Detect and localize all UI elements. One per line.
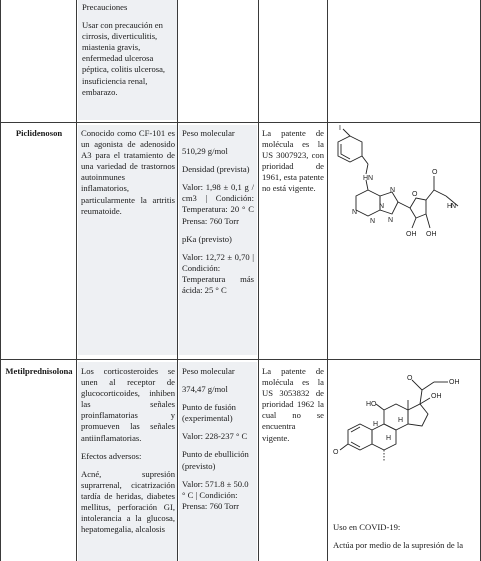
- svg-text:N: N: [388, 217, 394, 224]
- grid-line: [0, 122, 481, 123]
- svg-text:H: H: [398, 417, 404, 424]
- svg-text:OH: OH: [406, 231, 417, 238]
- properties-text: Peso molecular 510,29 g/mol Densidad (prevista) Valor: 1,98 ± 0,1 g / cm3 | Condición: Temperatura: 20 ° C Prensa: 760 Torr pKa (previsto) Valor: 12,72 ± 0,70 | Condición: Temperatura más ácida: 25 ° C: [182, 128, 254, 296]
- grid-line: [258, 0, 259, 561]
- svg-text:OH: OH: [426, 231, 437, 238]
- svg-text:N: N: [379, 203, 385, 210]
- svg-text:O: O: [432, 169, 438, 176]
- grid-line: [327, 0, 328, 561]
- svg-text:N: N: [370, 218, 376, 225]
- mechanism-text: Los corticosteroides se unen al receptor de glucocorticoides, inhiben las señales proinflamatorias y promueven las señales antiinflamatorias. Efectos adversos: Acné, supresión suprarrenal, cicatrización tardía de heridas, diabetes mellitus, perforación GI, intolerancia a la glucosa, hepatomegalia, alcalosis: [81, 366, 175, 535]
- grid-line: [0, 359, 481, 360]
- svg-text:HN: HN: [363, 175, 374, 182]
- ring-d: [408, 404, 428, 426]
- grid-line: [0, 0, 1, 561]
- svg-text:N: N: [451, 203, 457, 210]
- drug-name: Piclidenoson: [15, 128, 63, 138]
- extra-text: Uso en COVID-19: Actúa por medio de la supresión de la: [333, 522, 464, 551]
- mechanism-text: Conocido como CF-101 es un agonista de adenosido A3 para el tratamiento de una variedad de trastornos autoinmunes inflamatorios, particularmente la artritis reumatoide.: [81, 128, 175, 216]
- svg-text:OH: OH: [449, 379, 460, 386]
- svg-text:I: I: [339, 125, 341, 132]
- row0-mechanism: Precauciones Usar con precaución en cirrosis, diverticulitis, miastenia gravis, enfermedad ulcerosa péptica, colitis ulcerosa, insuficiencia renal, embarazo.: [82, 2, 166, 97]
- ring-c: [384, 404, 408, 430]
- grid-line: [177, 0, 178, 561]
- svg-text:HO: HO: [366, 401, 377, 408]
- svg-text:N: N: [352, 209, 358, 216]
- svg-text:H: H: [447, 203, 453, 210]
- svg-text:O: O: [412, 191, 418, 198]
- svg-text:H: H: [373, 421, 379, 428]
- grid-line: [76, 0, 77, 561]
- svg-text:H: H: [386, 435, 392, 442]
- pyrimidine-ring: [356, 190, 380, 216]
- ribose-ring: [410, 198, 426, 218]
- svg-text:OH: OH: [431, 393, 442, 400]
- svg-text:O: O: [333, 449, 339, 456]
- patent-text: La patente de molécula es la US 3053832 de prioridad 1962 la cual no se encuentra vigente.: [262, 366, 324, 443]
- svg-text:O: O: [407, 375, 413, 382]
- properties-text: Peso molecular 374,47 g/mol Punto de fusión (experimental) Valor: 228-237 ° C Punto de ebullición (previsto) Valor: 571.8 ± 50.0 ° C | Condición: Prensa: 760 Torr: [182, 366, 249, 511]
- piclidenoson-structure: [330, 124, 478, 246]
- benzene-ring: [338, 136, 362, 162]
- drug-name: Metilprednisolona: [5, 366, 73, 376]
- ring-a: [348, 424, 372, 450]
- methylprednisolone-structure: [330, 362, 478, 480]
- svg-text:N: N: [390, 187, 396, 194]
- patent-text: La patente de molécula es la US 3007923, con prioridad de 1961, esta patente no está vigente.: [262, 128, 324, 194]
